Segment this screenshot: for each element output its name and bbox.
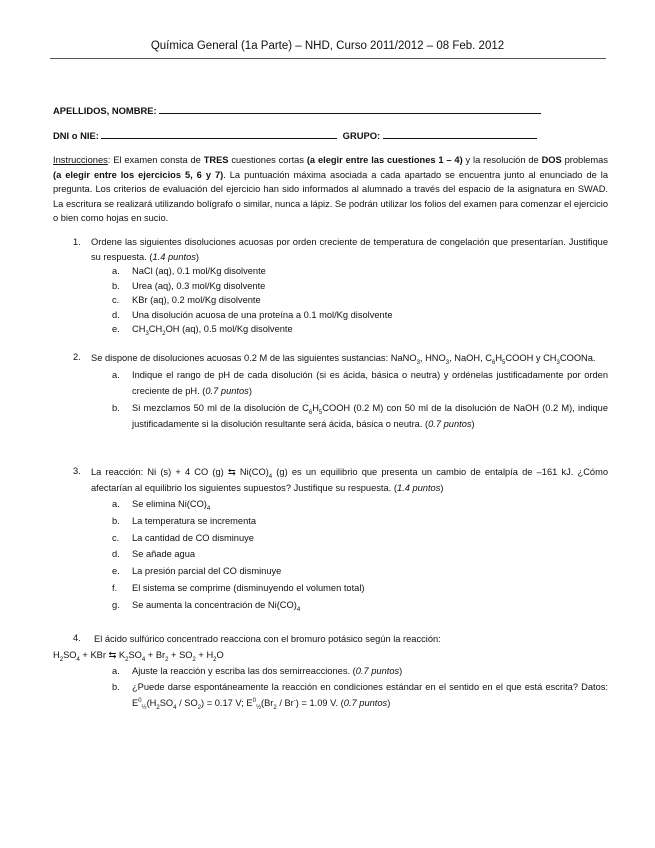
eq-text: SO bbox=[128, 650, 142, 660]
subscript: 4 bbox=[296, 606, 301, 613]
item-text: Urea (aq), 0.3 mol/Kg disolvente bbox=[132, 280, 266, 291]
superscript: - bbox=[293, 697, 296, 704]
instructions-dos: DOS bbox=[541, 155, 562, 165]
subscript: 5 bbox=[318, 409, 323, 416]
item-label: b. bbox=[112, 515, 120, 526]
eq-text: + H bbox=[195, 650, 214, 660]
item-close: ) bbox=[471, 419, 475, 429]
dni-label: DNI o NIE: bbox=[53, 130, 99, 141]
item-text: ) = 1.09 V. ( bbox=[295, 698, 344, 708]
item-label: a. bbox=[112, 266, 120, 276]
item-label: c. bbox=[112, 295, 120, 305]
subscript: 3 bbox=[445, 359, 450, 366]
item-text: H bbox=[312, 403, 319, 413]
item-text: El sistema se comprime (disminuyendo el volumen total) bbox=[132, 582, 365, 593]
item-close: ) bbox=[387, 698, 391, 708]
item-text: La presión parcial del CO disminuye bbox=[132, 566, 282, 577]
item-text: / Br bbox=[276, 698, 294, 708]
list-item bbox=[112, 597, 608, 614]
name-label: APELLIDOS, NOMBRE: bbox=[53, 105, 157, 116]
list-item bbox=[112, 293, 608, 308]
question-3 bbox=[53, 464, 608, 614]
subscript: 2 bbox=[213, 656, 217, 663]
list-item bbox=[112, 546, 608, 563]
list-item bbox=[112, 663, 608, 679]
question-number: 1. bbox=[73, 237, 81, 247]
instructions-text: . La puntuación máxima asociada a cada apartado se encuentra junto al enunciado de la pregunta. Los criterios de evaluación del ejercicio han sido informados al alumnado a través del espacio de la asignatura en SWAD. La escritura se realizará utilizando bolígrafo o similar, nunca a lápiz. Se podrán utilizar los folios del examen para comenzar el ejercicio o bien como hojas en sucio. bbox=[53, 169, 608, 223]
reaction-equation bbox=[53, 647, 608, 663]
item-label: c. bbox=[112, 532, 120, 543]
dni-group-field bbox=[53, 129, 537, 141]
item-text: CH bbox=[132, 324, 146, 334]
instructions-text: : El examen consta de bbox=[107, 155, 204, 165]
subscript: 4 bbox=[173, 704, 177, 711]
question-text bbox=[91, 350, 608, 366]
item-text: SO bbox=[159, 698, 174, 708]
item-text: (Br bbox=[260, 698, 274, 708]
points: 0.7 puntos bbox=[205, 386, 249, 396]
header-rule bbox=[50, 58, 606, 59]
page-header: Química General (1a Parte) – NHD, Curso 2011/2012 – 08 Feb. 2012 bbox=[150, 40, 505, 52]
list-item bbox=[112, 496, 608, 513]
item-label: b. bbox=[112, 280, 120, 291]
subscript: 2 bbox=[273, 704, 277, 711]
item-text: Se aumenta la concentración de Ni(CO) bbox=[132, 599, 297, 610]
item-text: ) = 0.17 V; E bbox=[201, 698, 253, 708]
eq-text: O bbox=[216, 650, 224, 660]
subscript: 3 bbox=[416, 359, 420, 366]
subscript: 4 bbox=[76, 656, 80, 663]
eq-text: + KBr ⇆ K bbox=[79, 650, 126, 660]
q3-text: (g) es un equilibrio que presenta un cambio de entalpía de –161 kJ. ¿Cómo afectarían al equilibrio los siguientes supuestos? Justifique su respuesta. ( bbox=[91, 467, 609, 493]
list-item bbox=[112, 679, 608, 711]
item-label: g. bbox=[112, 599, 120, 610]
item-text: CH bbox=[148, 324, 163, 334]
instructions bbox=[53, 153, 608, 226]
item-label: a. bbox=[112, 370, 120, 380]
item-label: b. bbox=[112, 403, 120, 413]
question-number: 3. bbox=[73, 466, 81, 476]
instructions-bold: (a elegir entre los ejercicios 5, 6 y 7) bbox=[53, 169, 224, 180]
question-text bbox=[91, 464, 608, 496]
points: 0.7 puntos bbox=[355, 666, 400, 676]
item-text: / SO bbox=[176, 698, 198, 708]
list-item bbox=[112, 322, 608, 337]
q2-text: , NaOH, C bbox=[449, 353, 492, 363]
subscript: ½ bbox=[141, 704, 147, 711]
q2-text: , HNO bbox=[419, 353, 446, 363]
name-blank-line bbox=[159, 104, 541, 114]
question-number: 4. bbox=[73, 633, 81, 643]
subscript: 4 bbox=[206, 505, 211, 512]
item-label: b. bbox=[112, 682, 120, 692]
instructions-text: cuestiones cortas bbox=[228, 155, 307, 165]
item-text: Ajuste la reacción y escriba las dos semirreacciones. ( bbox=[132, 666, 356, 676]
item-text: ¿Puede darse espontáneamente la reacción en condiciones estándar en el sentido en el que está escrita? Datos: E bbox=[132, 682, 608, 708]
item-label: d. bbox=[112, 549, 120, 560]
dni-blank-line bbox=[101, 129, 337, 139]
q1-text: Ordene las siguientes disoluciones acuosas por orden creciente de temperatura de congelación que presentarían. Justifique su respuesta. ( bbox=[91, 237, 608, 262]
subscript: 2 bbox=[156, 704, 160, 711]
subscript: 2 bbox=[59, 656, 64, 663]
question-text: El ácido sulfúrico concentrado reacciona con el bromuro potásico según la reacción: bbox=[94, 634, 441, 644]
subscript: ½ bbox=[255, 704, 261, 711]
subscript: 2 bbox=[197, 704, 202, 711]
list-item bbox=[112, 563, 608, 580]
subscript: 2 bbox=[162, 330, 166, 337]
item-close: ) bbox=[399, 666, 403, 676]
q2-text: Se dispone de disoluciones acuosas 0.2 M de las siguientes sustancias: NaNO bbox=[91, 353, 417, 363]
subscript: 4 bbox=[268, 473, 273, 480]
subscript: 2 bbox=[125, 656, 129, 663]
question-4 bbox=[53, 631, 608, 711]
subscript: 2 bbox=[192, 656, 196, 663]
superscript: 0 bbox=[252, 697, 256, 704]
points: 1.4 puntos bbox=[152, 251, 196, 262]
item-text: Una disolución acuosa de una proteína a 0.1 mol/Kg disolvente bbox=[132, 309, 393, 320]
q2-text: H bbox=[495, 353, 503, 363]
question-text bbox=[91, 235, 608, 264]
subscript: 3 bbox=[145, 330, 149, 337]
item-close: ) bbox=[248, 386, 252, 396]
list-item bbox=[112, 400, 608, 432]
group-label: GRUPO: bbox=[342, 130, 381, 141]
item-text: NaCl (aq), 0.1 mol/Kg disolvente bbox=[132, 266, 266, 276]
q1-close: ) bbox=[195, 251, 200, 262]
instructions-text: y la resolución de bbox=[462, 155, 542, 165]
subscript: 4 bbox=[141, 656, 146, 663]
eq-text: H bbox=[53, 650, 60, 660]
group-blank-line bbox=[383, 129, 537, 139]
item-text: KBr (aq), 0.2 mol/Kg disolvente bbox=[132, 295, 261, 305]
item-label: a. bbox=[112, 499, 120, 509]
subscript: 5 bbox=[502, 359, 506, 366]
instructions-bold: (a elegir entre las cuestiones 1 – 4) bbox=[306, 155, 463, 165]
item-text: OH (aq), 0.5 mol/Kg disolvente bbox=[165, 324, 293, 334]
points: 1.4 puntos bbox=[396, 483, 441, 493]
list-item bbox=[112, 513, 608, 530]
subscript: 6 bbox=[308, 409, 313, 416]
list-item bbox=[112, 279, 608, 294]
instructions-tres: TRES bbox=[203, 155, 229, 165]
instructions-text: problemas bbox=[561, 155, 608, 165]
question-2 bbox=[53, 350, 608, 432]
question-number: 2. bbox=[73, 352, 81, 362]
item-text: Se añade agua bbox=[132, 549, 196, 560]
superscript: 0 bbox=[138, 697, 142, 704]
eq-text: + Br bbox=[145, 650, 166, 660]
q3-close: ) bbox=[440, 483, 444, 493]
list-item bbox=[112, 580, 608, 597]
item-text: COOH (0.2 M) con 50 ml de la disolución de NaOH (0.2 M), indique justificadamente si la disolución resultante será ácida, básica o neutra. ( bbox=[132, 403, 608, 429]
subscript: 6 bbox=[491, 359, 496, 366]
q3-text: La reacción: Ni (s) + 4 CO (g) ⇆ Ni(CO) bbox=[91, 467, 269, 477]
item-text: La cantidad de CO disminuye bbox=[132, 532, 254, 543]
list-item bbox=[112, 367, 608, 399]
item-label: a. bbox=[112, 666, 120, 676]
instructions-label: Instrucciones bbox=[53, 155, 108, 165]
points: 0.7 puntos bbox=[428, 419, 472, 429]
item-text: (H bbox=[146, 698, 157, 708]
subscript: 2 bbox=[165, 656, 169, 663]
name-field bbox=[53, 104, 541, 116]
q2-text: COOH y CH bbox=[505, 353, 557, 363]
question-1 bbox=[53, 235, 608, 337]
q2-text: COONa. bbox=[559, 353, 596, 363]
item-text: La temperatura se incrementa bbox=[132, 515, 257, 526]
item-text: Se elimina Ni(CO) bbox=[132, 499, 207, 509]
item-text: Indique el rango de pH de cada disolución (si es ácida, básica o neutra) y ordénelas justificadamente por orden creciente de pH. ( bbox=[132, 370, 608, 396]
points: 0.7 puntos bbox=[343, 698, 388, 708]
item-label: f. bbox=[112, 582, 118, 593]
item-label: e. bbox=[112, 324, 120, 334]
eq-text: SO bbox=[63, 650, 77, 660]
list-item bbox=[112, 264, 608, 279]
item-label: e. bbox=[112, 566, 120, 577]
item-label: d. bbox=[112, 309, 120, 320]
list-item bbox=[112, 308, 608, 323]
item-text: Si mezclamos 50 ml de la disolución de C bbox=[132, 403, 309, 413]
list-item bbox=[112, 530, 608, 547]
eq-text: + SO bbox=[168, 650, 193, 660]
subscript: 3 bbox=[556, 359, 560, 366]
